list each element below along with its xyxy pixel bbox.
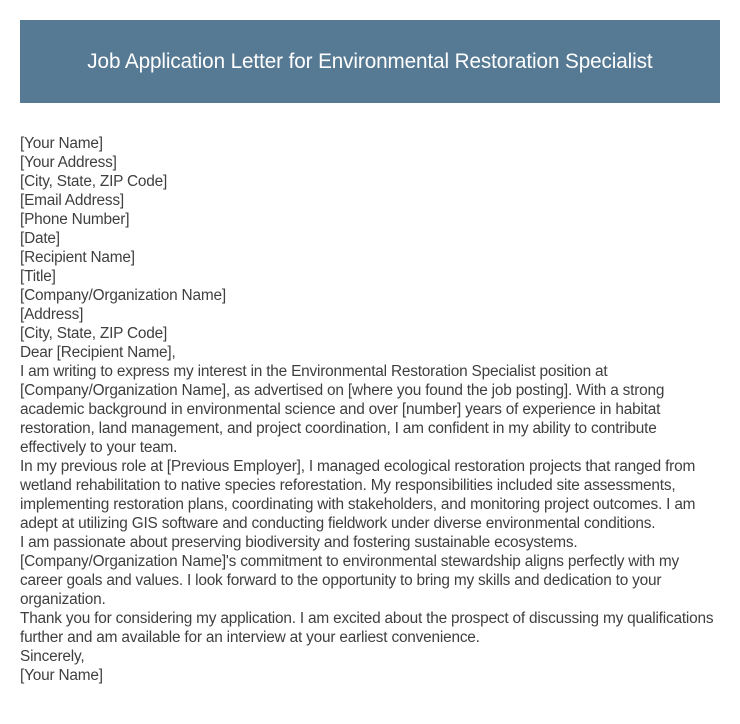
recipient-title: [Title] <box>20 268 56 285</box>
page-title: Job Application Letter for Environmental Restoration Specialist <box>87 49 653 73</box>
recipient-organization: [Company/Organization Name] <box>20 287 226 304</box>
recipient-city-state-zip: [City, State, ZIP Code] <box>20 325 168 342</box>
sender-email: [Email Address] <box>20 192 124 209</box>
recipient-name: [Recipient Name] <box>20 249 135 266</box>
sender-name: [Your Name] <box>20 135 103 152</box>
salutation: Dear [Recipient Name], <box>20 344 176 361</box>
letter-date: [Date] <box>20 230 60 247</box>
recipient-address: [Address] <box>20 306 84 323</box>
letter-body <box>20 134 720 685</box>
paragraph-intro: I am writing to express my interest in the Environmental Restoration Specialist position at [Company/Organization Name], as advertised on [where you found the job posting]. With a strong academic background in environmental science and over [number] years of experience in habitat restoration, land management, and project coordination, I am confident in my ability to contribute effectively to your team. <box>20 363 665 456</box>
signature: [Your Name] <box>20 667 103 684</box>
paragraph-motivation: I am passionate about preserving biodiversity and fostering sustainable ecosystems. [Company/Organization Name]'s commitment to environmental stewardship aligns perfectly with my career goals and values. I look forward to the opportunity to bring my skills and dedication to your organization. <box>20 534 680 608</box>
title-banner <box>20 20 720 103</box>
sender-phone: [Phone Number] <box>20 211 130 228</box>
paragraph-closing: Thank you for considering my application. I am excited about the prospect of discussing my qualifications further and am available for an interview at your earliest convenience. <box>20 610 714 646</box>
sender-city-state-zip: [City, State, ZIP Code] <box>20 173 168 190</box>
paragraph-experience: In my previous role at [Previous Employer], I managed ecological restoration projects that ranged from wetland rehabilitation to native species reforestation. My responsibilities included site assessments, implementing restoration plans, coordinating with stakeholders, and monitoring project outcomes. I am adept at utilizing GIS software and conducting fieldwork under diverse environmental conditions. <box>20 458 696 532</box>
sender-address: [Your Address] <box>20 154 117 171</box>
closing: Sincerely, <box>20 648 85 665</box>
